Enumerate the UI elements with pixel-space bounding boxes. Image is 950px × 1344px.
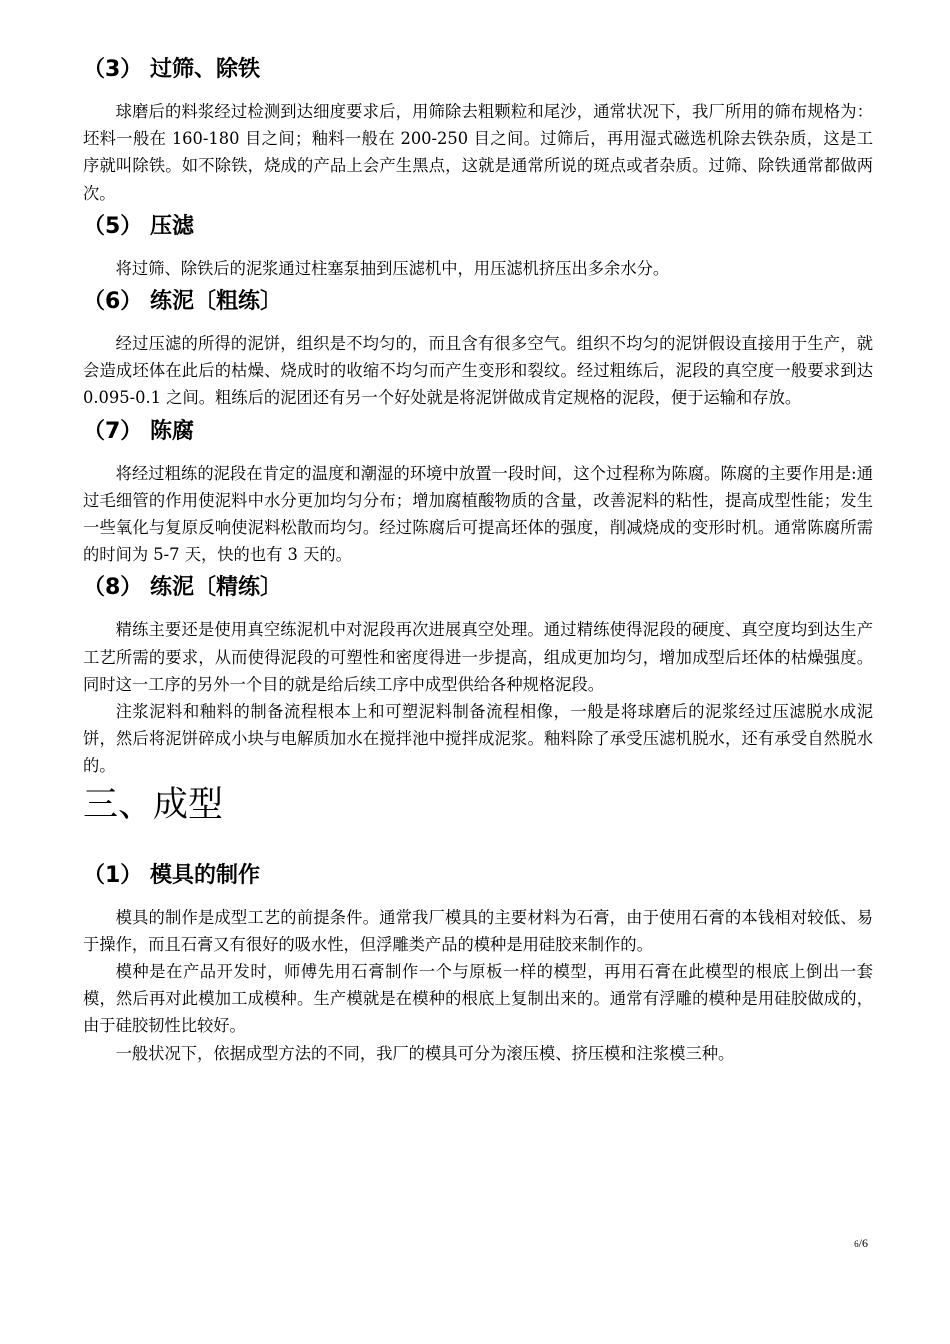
section-heading-rough-pugging: （6） 练泥〔粗练〕 [83,289,282,315]
paragraph-fine-pugging: 精练主要还是使用真空练泥机中对泥段再次进展真空处理。通过精练使得泥段的硬度、真空度均到达生产工艺所需的要求，从而使得泥段的可塑性和密度得进一步提高，组成更加均匀，增加成型后坯体的枯燥强度。同时这一工序的另外一个目的就是给后续工序中成型供给各种规格泥段。 [83,620,873,694]
paragraph-slip-glaze: 注浆泥料和釉料的制备流程根本上和可塑泥料制备流程相像，一般是将球磨后的泥浆经过压滤脱水成泥饼，然后将泥饼碎成小块与电解质加水在搅拌池中搅拌成泥浆。釉料除了承受压滤机脱水，还有承受自然脱水的。 [83,702,873,776]
paragraph-press-filter: 将过筛、除铁后的泥浆通过柱塞泵抽到压滤机中，用压滤机挤压出多余水分。 [115,258,670,278]
document-page [83,52,873,1067]
section-heading-sieving: （3） 过筛、除铁 [83,57,260,82]
chapter-heading-forming: 三、成型 [83,784,224,825]
paragraph-sieving: 球磨后的料浆经过检测到达细度要求后，用筛除去粗颗粒和尾沙，通常状况下，我厂所用的筛布规格为：坯料一般在 160-180 目之间；釉料一般在 200-250 目之间。过筛后，再用湿式磁选机除去铁杂质，这是工序就叫除铁。如不除铁，烧成的产品上会产生黑点，这就是通常所说的斑点或者杂质。过筛、除铁通常都做两次。 [83,102,873,203]
paragraph-mold-types: 一般状况下，依据成型方法的不同，我厂的模具可分为滚压模、挤压模和注浆模三种。 [115,1043,735,1063]
page-number-total: /6 [858,1236,868,1250]
section-heading-fine-pugging: （8） 练泥〔精练〕 [83,575,282,601]
paragraph-aging: 将经过粗练的泥段在肯定的温度和潮湿的环境中放置一段时间，这个过程称为陈腐。陈腐的主要作用是:通过毛细管的作用使泥料中水分更加均匀分布；增加腐植酸物质的含量，改善泥料的粘性，提高成型性能；发生一些氧化与复原反响使泥料松散而均匀。经过陈腐后可提高坯体的强度，削减烧成的变形时机。通常陈腐所需的时间为 5-7 天，快的也有 3 天的。 [83,463,873,565]
page-number-current: 6 [854,1239,859,1249]
section-heading-aging: （7） 陈腐 [83,418,194,444]
paragraph-rough-pugging: 经过压滤的所得的泥饼，组织是不均匀的，而且含有很多空气。组织不均匀的泥饼假设直接用于生产，就会造成坯体在此后的枯燥、烧成时的收缩不均匀而产生变形和裂纹。经过粗练后，泥段的真空度一般要求到达 0.095-0.1 之间。粗练后的泥团还有另一个好处就是将泥饼做成肯定规格的泥段，便于运输和存放。 [83,334,873,408]
paragraph-mold-master: 模种是在产品开发时，师傅先用石膏制作一个与原板一样的模型，再用石膏在此模型的根底上倒出一套模，然后再对此模加工成模种。生产模就是在模种的根底上复制出来的。通常有浮雕的模种是用硅胶做成的，由于硅胶韧性比较好。 [83,962,873,1036]
section-heading-press-filter: （5） 压滤 [83,213,194,239]
page-number [854,1236,868,1251]
paragraph-mold-making: 模具的制作是成型工艺的前提条件。通常我厂模具的主要材料为石膏，由于使用石膏的本钱相对较低、易于操作，而且石膏又有很好的吸水性，但浮雕类产品的模种是用硅胶来制作的。 [83,907,873,954]
section-heading-mold-making: （1） 模具的制作 [83,862,260,888]
